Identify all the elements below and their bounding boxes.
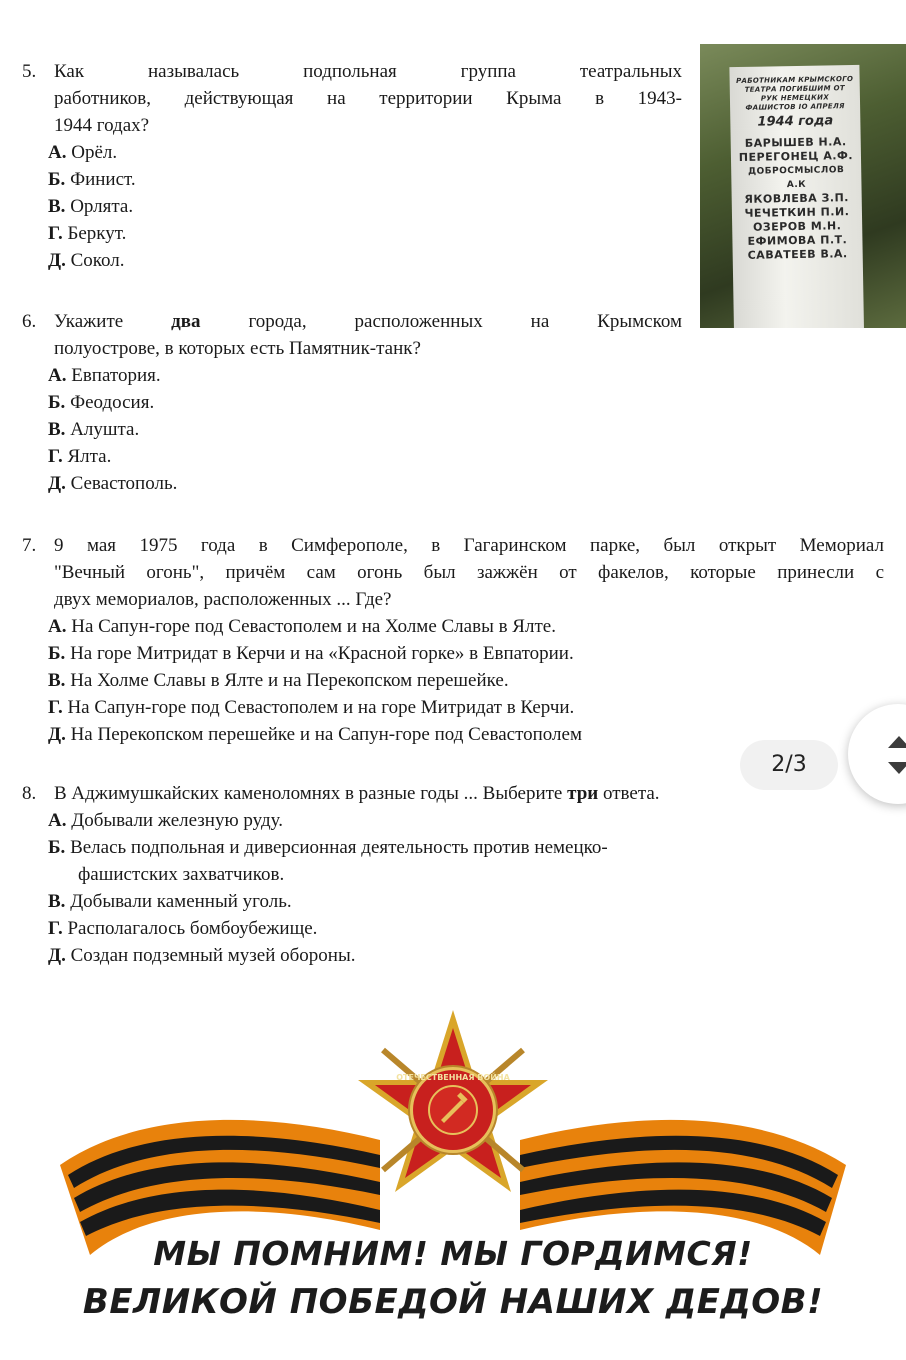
slogan-line-2: ВЕЛИКОЙ ПОБЕДОЙ НАШИХ ДЕДОВ! bbox=[82, 1282, 824, 1322]
question-6-line1: 6. Укажите два города, расположенных на Крымском bbox=[22, 311, 683, 332]
chevron-down-icon[interactable] bbox=[888, 762, 906, 774]
chevron-up-icon[interactable] bbox=[888, 736, 906, 748]
question-7-line2: "Вечный огонь", причём сам огонь был зажжён от факелов, которые принесли с bbox=[54, 562, 884, 583]
question-8-line1: 8. В Аджимушкайских каменоломнях в разные годы ... Выберите три ответа. bbox=[22, 783, 660, 804]
option-6d: Г. Ялта. bbox=[48, 446, 112, 467]
question-5-line3: 1944 годах? bbox=[54, 115, 150, 136]
option-6a: А. Евпатория. bbox=[48, 365, 161, 386]
plaque-name: ДОБРОСМЫСЛОВ А.К bbox=[747, 165, 845, 191]
plaque-name: БАРЫШЕВ Н.А. bbox=[744, 135, 847, 150]
question-6 bbox=[22, 308, 682, 497]
plaque-name: САВАТЕЕВ В.А. bbox=[747, 247, 848, 262]
plaque-name: ПЕРЕГОНЕЦ А.Ф. bbox=[738, 149, 854, 165]
option-8e: Д. Создан подземный музей обороны. bbox=[48, 945, 356, 966]
option-5d: Г. Беркут. bbox=[48, 223, 127, 244]
question-5-line1: 5. Как называлась подпольная группа театральных bbox=[22, 61, 682, 82]
order-patriotic-war-medal bbox=[358, 1010, 548, 1192]
question-5-line2: работников, действующая на территории Крыма в 1943- bbox=[54, 88, 682, 109]
question-6-line2: полуострове, в которых есть Памятник-танк? bbox=[54, 338, 421, 359]
option-7e: Д. На Перекопском перешейке и на Сапун-горе под Севастополем bbox=[48, 724, 582, 745]
option-8a: А. Добывали железную руду. bbox=[48, 810, 283, 831]
plaque-name: ЯКОВЛЕВА З.П. bbox=[744, 191, 850, 206]
option-6e: Д. Севастополь. bbox=[48, 473, 178, 494]
option-5c: В. Орлята. bbox=[48, 196, 134, 217]
plaque-year: 1944 года bbox=[757, 113, 834, 130]
memorial-plaque-photo bbox=[700, 44, 906, 328]
medal-inscription: ОТЕЧЕСТВЕННАЯ ВОЙНА bbox=[396, 1073, 510, 1082]
option-6c: В. Алушта. bbox=[48, 419, 140, 440]
option-7c: В. На Холме Славы в Ялте и на Перекопском перешейке. bbox=[48, 670, 509, 691]
option-5b: Б. Финист. bbox=[48, 169, 136, 190]
plaque-name: ОЗЕРОВ М.Н. bbox=[752, 219, 842, 234]
option-8b: Б. Велась подпольная и диверсионная деятельность против немецко- bbox=[48, 837, 608, 858]
option-6b: Б. Феодосия. bbox=[48, 392, 155, 413]
option-5e: Д. Сокол. bbox=[48, 250, 125, 271]
question-8 bbox=[22, 780, 842, 969]
slogan-line-1: МЫ ПОМНИМ! МЫ ГОРДИМСЯ! bbox=[153, 1234, 753, 1273]
option-8c: В. Добывали каменный уголь. bbox=[48, 891, 292, 912]
plaque-header-3: РУК НЕМЕЦКИХ bbox=[760, 93, 830, 103]
question-7 bbox=[22, 532, 884, 748]
plaque-header-1: РАБОТНИКАМ КРЫМСКОГО bbox=[735, 74, 854, 86]
option-7b: Б. На горе Митридат в Керчи и на «Красной горке» в Евпатории. bbox=[48, 643, 574, 664]
question-5 bbox=[22, 58, 682, 274]
plaque-name: ЧЕЧЕТКИН П.И. bbox=[744, 205, 850, 220]
option-5a: А. Орёл. bbox=[48, 142, 118, 163]
page-indicator: 2/3 bbox=[740, 740, 838, 790]
plaque-header-4: ФАШИСТОВ IО АПРЕЛЯ bbox=[745, 102, 845, 112]
option-7d: Г. На Сапун-горе под Севастополем и на горе Митридат в Керчи. bbox=[48, 697, 575, 718]
question-7-line1: 7. 9 мая 1975 года в Симферополе, в Гагаринском парке, был открыт Мемориал bbox=[22, 535, 884, 556]
option-8b-cont: фашистских захватчиков. bbox=[78, 864, 285, 885]
plaque-header-2: ТЕАТРА ПОГИБШИМ ОТ bbox=[744, 84, 845, 94]
option-7a: А. На Сапун-горе под Севастополем и на Холме Славы в Ялте. bbox=[48, 616, 556, 637]
question-7-line3: двух мемориалов, расположенных ... Где? bbox=[54, 589, 392, 610]
memorial-plaque bbox=[729, 65, 864, 328]
plaque-name: ЕФИМОВА П.Т. bbox=[747, 233, 848, 248]
option-8d: Г. Располагалось бомбоубежище. bbox=[48, 918, 318, 939]
